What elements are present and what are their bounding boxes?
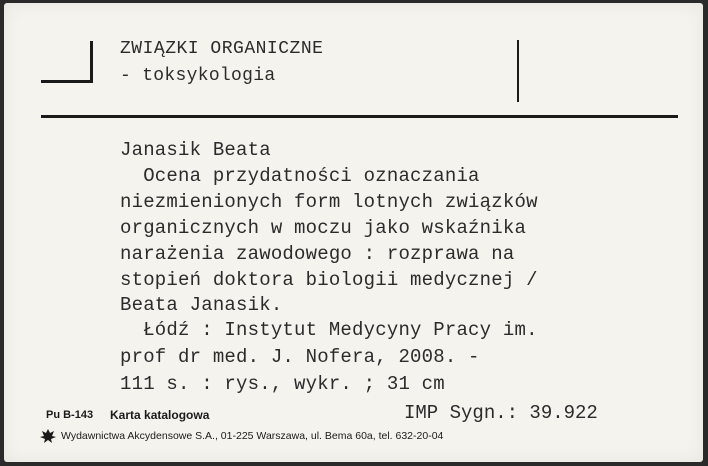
publisher-logo-icon (40, 428, 56, 442)
form-name: Karta katalogowa (110, 408, 210, 422)
call-number: IMP Sygn.: 39.922 (404, 402, 598, 424)
form-code: Pu B-143 (46, 409, 94, 421)
corner-mark-horizontal (41, 80, 93, 83)
imprint-line: prof dr med. J. Nofera, 2008. - (120, 346, 480, 368)
entry-line: stopień doktora biologii medycznej / (120, 269, 538, 291)
author-line: Janasik Beata (120, 139, 271, 161)
entry-line: niezmienionych form lotnych związków (120, 191, 538, 213)
corner-mark-vertical (90, 41, 93, 83)
header-right-rule (517, 40, 519, 102)
entry-line: Beata Janasik. (120, 294, 283, 316)
publisher-address: Wydawnictwa Akcydensowe S.A., 01-225 Warszawa, ul. Bema 60a, tel. 632-20-04 (61, 430, 444, 442)
entry-line: narażenia zawodowego : rozprawa na (120, 243, 515, 265)
imprint-line: Łódź : Instytut Medycyny Pracy im. (120, 319, 538, 341)
catalog-card (4, 3, 703, 462)
entry-line: Ocena przydatności oznaczania (120, 165, 480, 187)
subject-subheading: - toksykologia (120, 66, 276, 86)
collation-line: 111 s. : rys., wykr. ; 31 cm (120, 373, 445, 395)
entry-line: organicznych w moczu jako wskaźnika (120, 217, 527, 239)
subject-heading: ZWIĄZKI ORGANICZNE (120, 39, 324, 59)
header-divider (41, 115, 678, 118)
